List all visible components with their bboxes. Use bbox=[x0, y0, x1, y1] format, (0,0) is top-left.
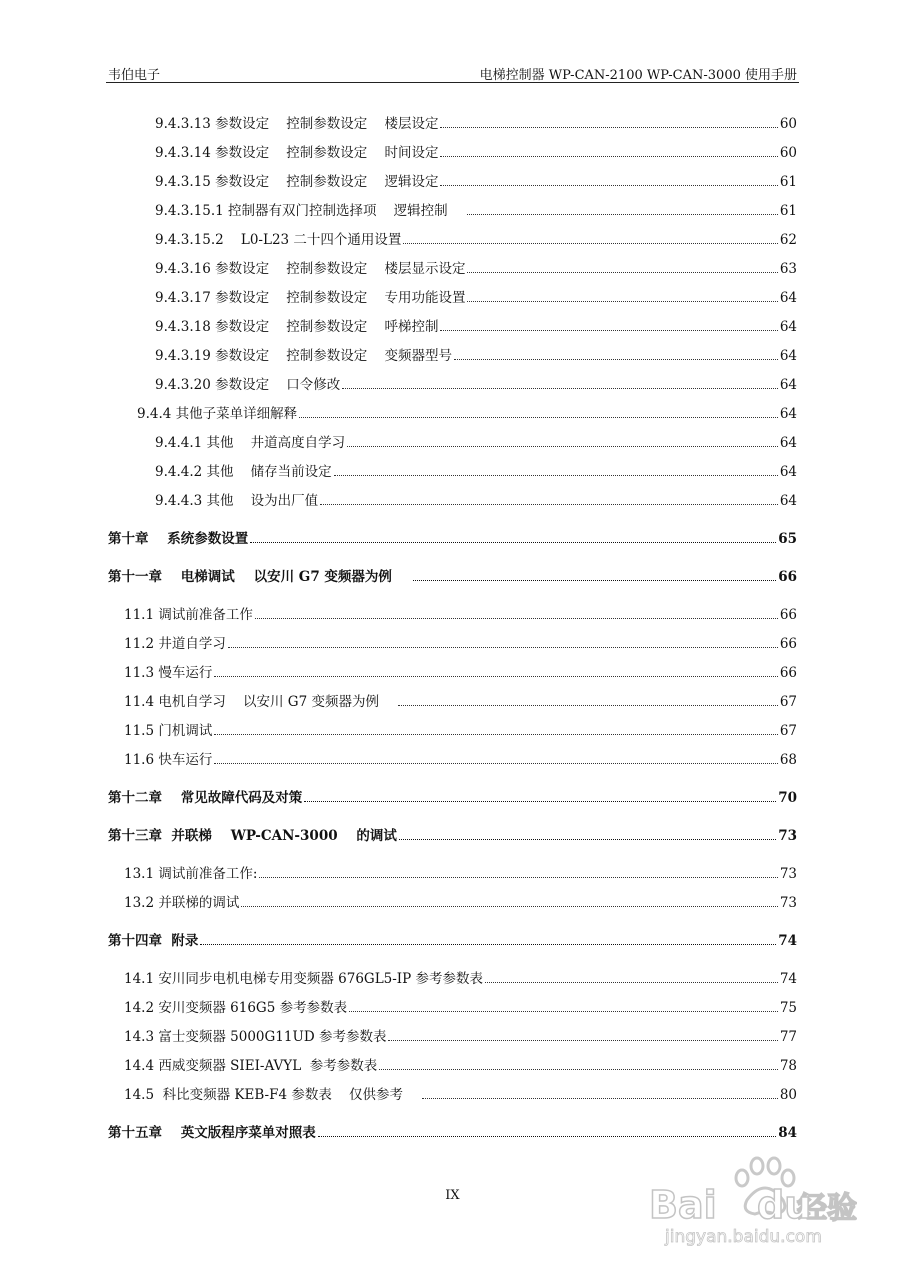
toc-entry[interactable] bbox=[155, 434, 797, 452]
toc-entry-page: 67 bbox=[779, 694, 797, 710]
toc-entry[interactable] bbox=[155, 260, 797, 278]
toc-entry-title: 14.5 科比变频器 KEB-F4 参数表 仅供参考 bbox=[124, 1087, 421, 1103]
toc-leader-dots bbox=[214, 675, 777, 677]
toc-entry-page: 78 bbox=[779, 1058, 797, 1074]
toc-chapter[interactable] bbox=[108, 530, 797, 548]
toc-entry-page: 84 bbox=[778, 1125, 797, 1141]
toc-leader-dots bbox=[347, 445, 778, 447]
toc-leader-dots bbox=[241, 905, 777, 907]
toc-chapter[interactable] bbox=[108, 789, 797, 807]
toc-entry[interactable] bbox=[124, 722, 797, 740]
toc-entry[interactable] bbox=[124, 751, 797, 769]
toc-entry-page: 68 bbox=[779, 752, 797, 768]
toc-leader-dots bbox=[440, 126, 777, 128]
toc-leader-dots bbox=[413, 579, 776, 581]
toc-entry[interactable] bbox=[124, 865, 797, 883]
toc-entry-page: 64 bbox=[779, 348, 797, 364]
toc-entry-page: 61 bbox=[779, 174, 797, 190]
toc-entry-title: 9.4.3.13 参数设定 控制参数设定 楼层设定 bbox=[155, 116, 439, 132]
toc-entry-title: 11.6 快车运行 bbox=[124, 752, 213, 768]
watermark-url-text: jingyan.baidu.com bbox=[665, 1227, 822, 1247]
toc-leader-dots bbox=[403, 242, 777, 244]
toc-entry-title: 9.4.3.18 参数设定 控制参数设定 呼梯控制 bbox=[155, 319, 439, 335]
toc-leader-dots bbox=[388, 1039, 777, 1041]
toc-leader-dots bbox=[399, 838, 776, 840]
toc-chapter[interactable] bbox=[108, 827, 797, 845]
toc-entry-page: 75 bbox=[779, 1000, 797, 1016]
toc-entry[interactable] bbox=[155, 347, 797, 365]
toc-entry[interactable] bbox=[155, 173, 797, 191]
toc-entry-title: 第十四章 附录 bbox=[108, 933, 199, 949]
toc-leader-dots bbox=[250, 541, 776, 543]
toc-leader-dots bbox=[349, 1010, 778, 1012]
toc-entry-title: 11.2 井道自学习 bbox=[124, 636, 226, 652]
toc-leader-dots bbox=[440, 184, 777, 186]
toc-entry-title: 第十章 系统参数设置 bbox=[108, 531, 249, 547]
toc-entry[interactable] bbox=[155, 376, 797, 394]
toc-entry-title: 9.4.3.20 参数设定 口令修改 bbox=[155, 377, 341, 393]
toc-entry-title: 11.5 门机调试 bbox=[124, 723, 213, 739]
baidu-jingyan-watermark bbox=[647, 1148, 857, 1248]
toc-entry-page: 64 bbox=[779, 464, 797, 480]
toc-entry[interactable] bbox=[124, 635, 797, 653]
toc-leader-dots bbox=[304, 800, 776, 802]
toc-entry[interactable] bbox=[124, 970, 797, 988]
toc-entry-page: 66 bbox=[779, 607, 797, 623]
toc-entry-title: 9.4.4.3 其他 设为出厂值 bbox=[155, 493, 319, 509]
toc-entry[interactable] bbox=[124, 606, 797, 624]
toc-entry[interactable] bbox=[124, 664, 797, 682]
toc-entry-title: 9.4.3.15 参数设定 控制参数设定 逻辑设定 bbox=[155, 174, 439, 190]
toc-entry-title: 9.4.4 其他子菜单详细解释 bbox=[137, 406, 298, 422]
toc-entry-title: 14.4 西威变频器 SIEI-AVYL 参考参数表 bbox=[124, 1058, 378, 1074]
toc-entry[interactable] bbox=[155, 202, 797, 220]
toc-entry[interactable] bbox=[124, 1086, 797, 1104]
toc-entry-title: 14.1 安川同步电机电梯专用变频器 676GL5-IP 参考参数表 bbox=[124, 971, 484, 987]
toc-entry[interactable] bbox=[155, 115, 797, 133]
toc-entry-title: 13.1 调试前准备工作: bbox=[124, 866, 258, 882]
toc-leader-dots bbox=[422, 1097, 778, 1099]
toc-entry-title: 9.4.3.17 参数设定 控制参数设定 专用功能设置 bbox=[155, 290, 466, 306]
toc-entry[interactable] bbox=[124, 693, 797, 711]
toc-entry-title: 14.2 安川变频器 616G5 参考参数表 bbox=[124, 1000, 348, 1016]
toc-entry-title: 第十五章 英文版程序菜单对照表 bbox=[108, 1125, 316, 1141]
page-number: IX bbox=[445, 1188, 460, 1203]
toc-entry[interactable] bbox=[124, 894, 797, 912]
toc-leader-dots bbox=[214, 733, 777, 735]
toc-entry-title: 第十二章 常见故障代码及对策 bbox=[108, 790, 303, 806]
toc-entry-page: 67 bbox=[779, 723, 797, 739]
toc-leader-dots bbox=[214, 762, 777, 764]
toc-entry-title: 第十一章 电梯调试 以安川 G7 变频器为例 bbox=[108, 569, 411, 585]
toc-entry-page: 64 bbox=[779, 290, 797, 306]
toc-leader-dots bbox=[440, 155, 777, 157]
toc-leader-dots bbox=[255, 617, 778, 619]
toc-entry-page: 62 bbox=[779, 232, 797, 248]
toc-chapter[interactable] bbox=[108, 932, 797, 950]
toc-entry-title: 9.4.3.15.1 控制器有双门控制选择项 逻辑控制 bbox=[155, 203, 465, 219]
toc-entry-page: 74 bbox=[778, 933, 797, 949]
toc-chapter[interactable] bbox=[108, 1124, 797, 1142]
toc-entry-page: 74 bbox=[779, 971, 797, 987]
toc-entry-title: 11.4 电机自学习 以安川 G7 变频器为例 bbox=[124, 694, 397, 710]
toc-entry-page: 60 bbox=[779, 145, 797, 161]
toc-entry-page: 66 bbox=[779, 636, 797, 652]
toc-leader-dots bbox=[318, 1135, 776, 1137]
toc-entry-page: 73 bbox=[778, 828, 797, 844]
header-rule bbox=[106, 82, 799, 83]
toc-entry-page: 65 bbox=[778, 531, 797, 547]
toc-leader-dots bbox=[299, 416, 778, 418]
toc-entry-title: 9.4.4.1 其他 井道高度自学习 bbox=[155, 435, 346, 451]
toc-entry-page: 66 bbox=[779, 665, 797, 681]
toc-entry-title: 9.4.3.16 参数设定 控制参数设定 楼层显示设定 bbox=[155, 261, 466, 277]
toc-leader-dots bbox=[259, 876, 777, 878]
toc-leader-dots bbox=[342, 387, 778, 389]
toc-leader-dots bbox=[334, 474, 778, 476]
toc-entry[interactable] bbox=[155, 231, 797, 249]
watermark-jingyan-text: 经验 bbox=[797, 1191, 857, 1226]
toc-leader-dots bbox=[398, 704, 778, 706]
toc-entry[interactable] bbox=[155, 144, 797, 162]
toc-leader-dots bbox=[467, 213, 778, 215]
toc-entry[interactable] bbox=[124, 1057, 797, 1075]
toc-entry-page: 80 bbox=[779, 1087, 797, 1103]
toc-entry-page: 63 bbox=[779, 261, 797, 277]
toc-entry-page: 61 bbox=[779, 203, 797, 219]
toc-leader-dots bbox=[467, 271, 777, 273]
toc-entry-title: 13.2 并联梯的调试 bbox=[124, 895, 240, 911]
toc-leader-dots bbox=[379, 1068, 778, 1070]
toc-entry[interactable] bbox=[155, 463, 797, 481]
toc-entry-title: 9.4.4.2 其他 储存当前设定 bbox=[155, 464, 332, 480]
toc-leader-dots bbox=[200, 943, 776, 945]
header-left-text: 韦伯电子 bbox=[108, 68, 161, 83]
toc-entry-title: 9.4.3.14 参数设定 控制参数设定 时间设定 bbox=[155, 145, 439, 161]
toc-entry[interactable] bbox=[124, 999, 797, 1017]
toc-chapter[interactable] bbox=[108, 568, 797, 586]
toc-entry[interactable] bbox=[155, 492, 797, 510]
toc-entry-title: 9.4.3.19 参数设定 控制参数设定 变频器型号 bbox=[155, 348, 452, 364]
toc-entry-page: 77 bbox=[779, 1029, 797, 1045]
toc-leader-dots bbox=[454, 358, 778, 360]
toc-entry-page: 64 bbox=[779, 406, 797, 422]
toc-leader-dots bbox=[320, 503, 778, 505]
toc-leader-dots bbox=[440, 329, 777, 331]
toc-entry-page: 64 bbox=[779, 493, 797, 509]
toc-entry-page: 73 bbox=[779, 866, 797, 882]
toc-entry-page: 70 bbox=[778, 790, 797, 806]
toc-entry[interactable] bbox=[124, 1028, 797, 1046]
toc-entry[interactable] bbox=[155, 289, 797, 307]
toc-entry[interactable] bbox=[155, 318, 797, 336]
toc-entry-title: 11.3 慢车运行 bbox=[124, 665, 213, 681]
toc-entry-page: 64 bbox=[779, 319, 797, 335]
toc-leader-dots bbox=[228, 646, 778, 648]
toc-leader-dots bbox=[485, 981, 778, 983]
toc-entry-title: 第十三章 并联梯 WP-CAN-3000 的调试 bbox=[108, 828, 397, 844]
toc-entry-page: 73 bbox=[779, 895, 797, 911]
toc-entry-title: 11.1 调试前准备工作 bbox=[124, 607, 253, 623]
toc-entry-page: 60 bbox=[779, 116, 797, 132]
toc-entry[interactable] bbox=[137, 405, 797, 423]
header-right-text: 电梯控制器 WP-CAN-2100 WP-CAN-3000 使用手册 bbox=[479, 68, 797, 83]
watermark-du-text: du bbox=[757, 1183, 812, 1227]
toc-entry-title: 14.3 富士变频器 5000G11UD 参考参数表 bbox=[124, 1029, 387, 1045]
toc-entry-page: 64 bbox=[779, 435, 797, 451]
toc-entry-page: 64 bbox=[779, 377, 797, 393]
watermark-brand-text: Bai bbox=[649, 1183, 717, 1227]
toc-entry-title: 9.4.3.15.2 L0-L23 二十四个通用设置 bbox=[155, 232, 402, 248]
toc-leader-dots bbox=[467, 300, 777, 302]
toc-entry-page: 66 bbox=[778, 569, 797, 585]
